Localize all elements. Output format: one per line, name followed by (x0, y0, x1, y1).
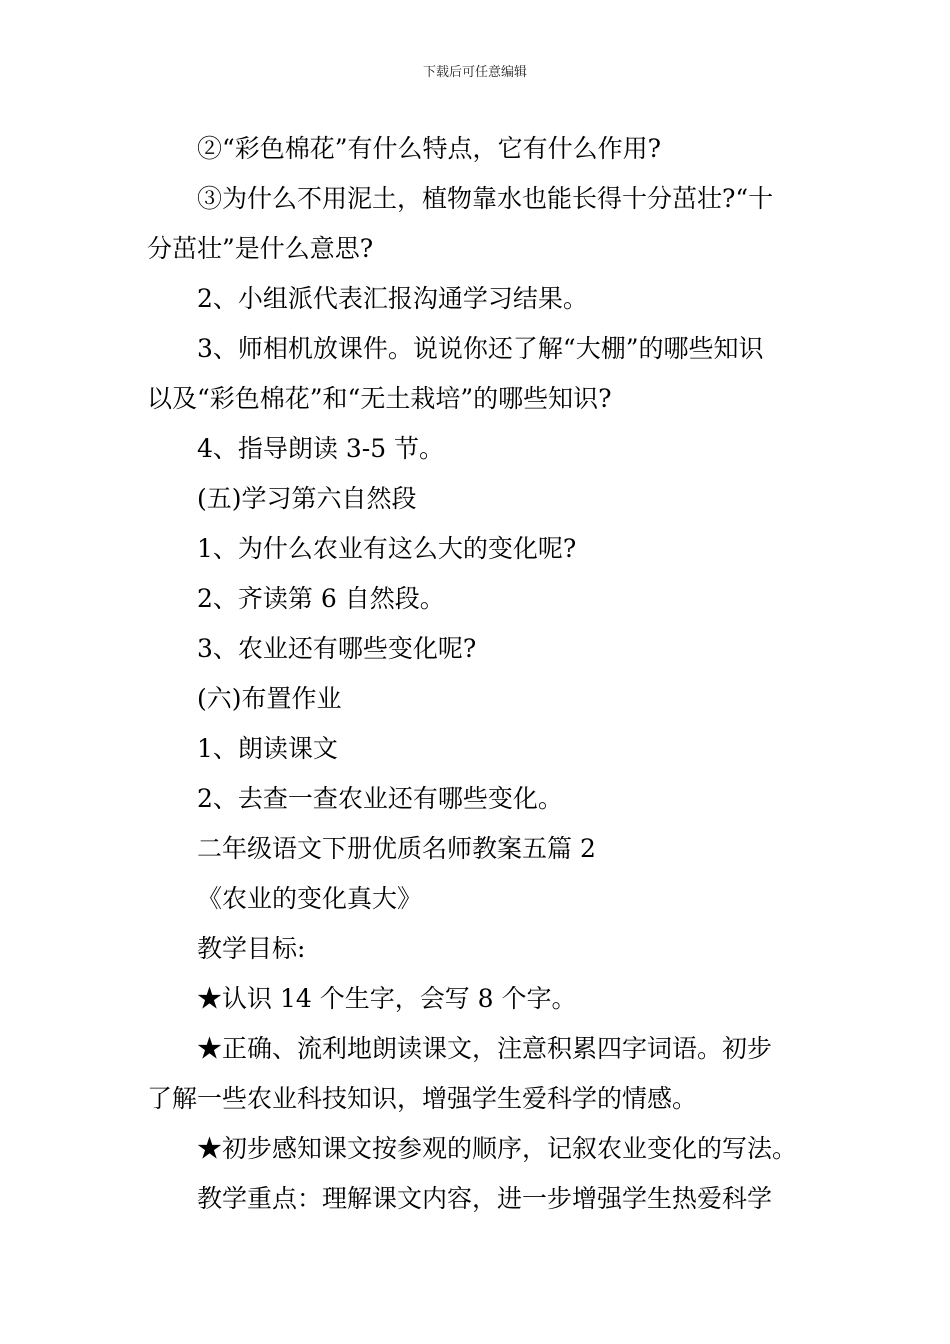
lesson-title: 《农业的变化真大》 (197, 884, 423, 913)
paragraph-line: ③为什么不用泥土，植物靠水也能长得十分茁壮?“十 (197, 184, 774, 213)
document-title: 二年级语文下册优质名师教案五篇 2 (197, 834, 596, 863)
objective-item: ★初步感知课文按参观的顺序，记叙农业变化的写法。 (197, 1134, 798, 1163)
paragraph-line: 分茁壮”是什么意思? (147, 234, 374, 263)
paragraph-line: 了解一些农业科技知识，增强学生爱科学的情感。 (147, 1084, 698, 1113)
paragraph-line: 1、朗读课文 (197, 734, 338, 763)
section-heading: (六)布置作业 (197, 684, 342, 713)
section-heading: 教学目标: (197, 934, 306, 963)
paragraph-line: 1、为什么农业有这么大的变化呢? (197, 534, 577, 563)
paragraph-line: 以及“彩色棉花”和“无土栽培”的哪些知识? (147, 384, 612, 413)
paragraph-line: 教学重点：理解课文内容，进一步增强学生热爱科学 (197, 1184, 773, 1213)
paragraph-line: 2、去查一查农业还有哪些变化。 (197, 784, 563, 813)
paragraph-line: 4、指导朗读 3-5 节。 (197, 434, 445, 463)
objective-item: ★正确、流利地朗读课文，注意积累四字词语。初步 (197, 1034, 773, 1063)
objective-item: ★认识 14 个生字，会写 8 个字。 (197, 984, 577, 1013)
paragraph-line: 2、齐读第 6 自然段。 (197, 584, 445, 613)
paragraph-line: ②“彩色棉花”有什么特点，它有什么作用? (197, 134, 661, 163)
page-header: 下载后可任意编辑 (422, 65, 527, 80)
paragraph-line: 3、农业还有哪些变化呢? (197, 634, 477, 663)
document-body (147, 124, 807, 1224)
paragraph-line: 3、师相机放课件。说说你还了解“大棚”的哪些知识 (197, 334, 764, 363)
section-heading: (五)学习第六自然段 (197, 484, 417, 513)
paragraph-line: 2、小组派代表汇报沟通学习结果。 (197, 284, 588, 313)
